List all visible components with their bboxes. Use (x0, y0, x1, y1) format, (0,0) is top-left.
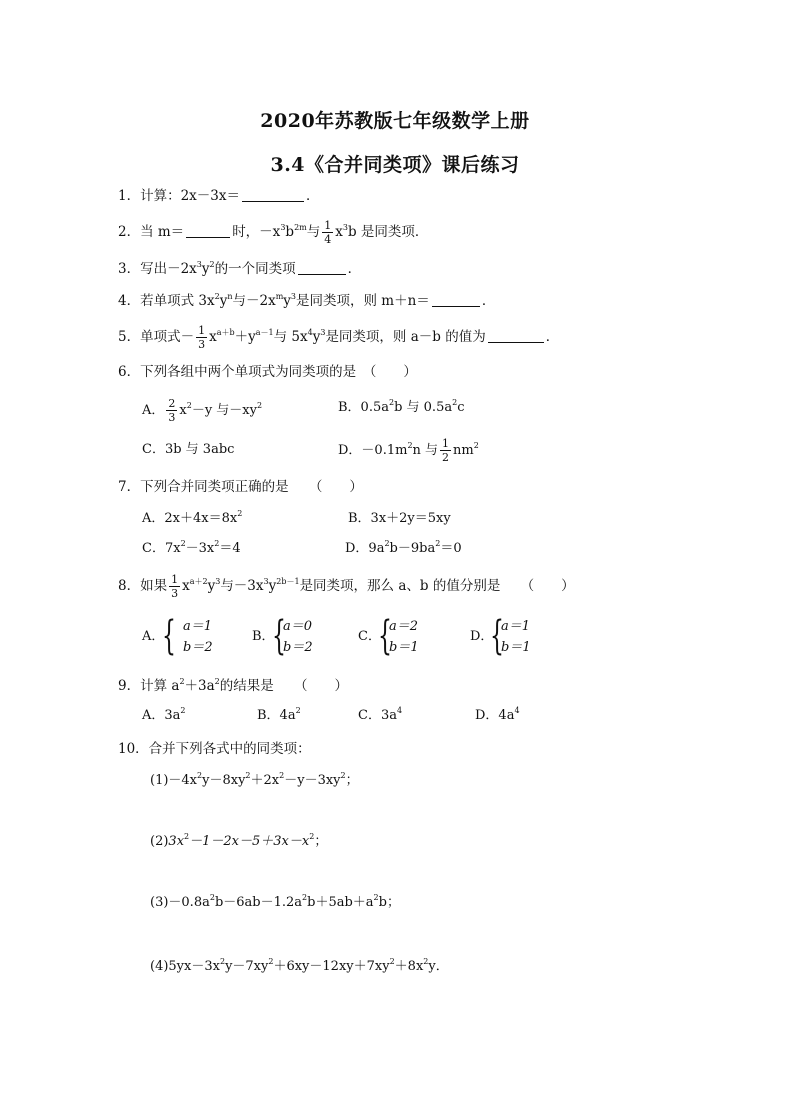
worksheet-subtitle: 3.4《合并同类项》课后练习 (270, 154, 520, 176)
q10-part-3: $(3)-0.8a^2b-6ab-1.2a^2b+5ab+a^2b$； (150, 893, 400, 910)
question-9-stem: 9．计算 $a^2+3a^2$的结果是 （ ） (118, 677, 349, 694)
brace: { (272, 613, 286, 659)
q7-option-d[interactable]: D．$9a^2b-9ba^2=0$ (345, 539, 462, 556)
question-10-stem: 10．合并下列各式中的同类项： (118, 741, 311, 757)
q7-option-a[interactable]: A．$2x+4x=8x^2$ (142, 509, 243, 526)
worksheet-page: 2020年苏教版七年级数学上册 3.4《合并同类项》课后练习 1．计算：2x－3x＝ ． 2．当 m＝ 时，$-x^3b^{2m}$与 $\frac{1}{4}$ $x^3b$ 是同类项． 3．写出$-2x^3y^2$的一个同类项 ． 4．若单项式 $3x^2y^n$与$-2x^my^3$是同类项，则 m＋n＝ ． 5．单项式－ $\frac{1}{3}$ $x^{a+b}+y^{a-1}$与 $5x^4y^3$是同类项，则 a－b 的值为 ． 6．下列各组中两个单项式为同类项的是 （ ） A． $\frac{2}{3}$ $x^2-y$ 与$-xy^2$ B．$0.5a^2b$ 与 $0.5a^2c$ C．3b 与 3abc D．$-0.1m^2n$ 与 $\frac{1}{2}$ $nm^2$ 7．下列合并同类项正确的是 （ ） A．$2x+4x=8x^2$ B．3x＋2y＝5xy C．$7x^2-3x^2=4$ D．$9a^2b-9ba^2=0$ 8．如果 $\frac{1}{3}$ $x^{a+2}y^3$与$-3x^3y^{2b-1}$是同类项，那么 a、b 的值分别是 （ ） A． { a＝1 b＝2 B． { a＝0 b＝2 C． { a＝2 b＝1 D． { a＝1 b＝1 9．计算 $a^2+3a^2$的结果是 （ ） A．$3a^2$ B．$4a^2$ C．$3a^4$ D．$4a^4$ 10．合并下列各式中的同类项： $(1)-4x^2y-8xy^2+2x^2-y-3xy^2$； $(2)3x^2-1-2x-5+3x-x^2$； $(3)-0.8a^2b-6ab-1.2a^2b+5ab+a^2b$； $(4)5yx-3x^2y-7xy^2+6xy-12xy+7xy^2+8x^2y$． (0, 0, 790, 1119)
q6-option-b[interactable]: B．$0.5a^2b$ 与 $0.5a^2c$ (338, 398, 465, 415)
brace: { (162, 613, 176, 659)
answer-blank[interactable] (186, 223, 230, 238)
question-2: 2．当 m＝ 时，$-x^3b^{2m}$与 $\frac{1}{4}$ $x^3b$ 是同类项． (118, 219, 429, 246)
q7-option-c[interactable]: C．$7x^2-3x^2=4$ (142, 539, 241, 556)
worksheet-title: 2020年苏教版七年级数学上册 (260, 110, 530, 132)
question-8-stem: 8．如果 $\frac{1}{3}$ $x^{a+2}y^3$与$-3x^3y^{2b-1}$是同类项，那么 a、b 的值分别是 （ ） (118, 573, 575, 600)
question-1: 1．计算：2x－3x＝ ． (118, 188, 320, 204)
fraction: $\frac{1}{4}$ (324, 219, 332, 246)
brace: { (490, 613, 504, 659)
q6-option-d[interactable]: D．$-0.1m^2n$ 与 $\frac{1}{2}$ $nm^2$ (338, 437, 479, 464)
question-5: 5．单项式－ $\frac{1}{3}$ $x^{a+b}+y^{a-1}$与 $5x^4y^3$是同类项，则 a－b 的值为 ． (118, 324, 560, 351)
question-4: 4．若单项式 $3x^2y^n$与$-2x^my^3$是同类项，则 m＋n＝ ． (118, 292, 496, 309)
q9-option-a[interactable]: A．$3a^2$ (142, 706, 186, 723)
q9-option-b[interactable]: B．$4a^2$ (257, 706, 301, 723)
question-3: 3．写出$-2x^3y^2$的一个同类项 ． (118, 260, 362, 277)
answer-blank[interactable] (432, 292, 480, 307)
answer-blank[interactable] (298, 260, 346, 275)
q10-part-1: $(1)-4x^2y-8xy^2+2x^2-y-3xy^2$； (150, 771, 359, 788)
q10-part-4: $(4)5yx-3x^2y-7xy^2+6xy-12xy+7xy^2+8x^2y$． (150, 957, 449, 974)
q10-part-2: $(2)3x^2-1-2x-5+3x-x^2$； (150, 832, 328, 849)
q6-option-a[interactable]: A． $\frac{2}{3}$ $x^2-y$ 与$-xy^2$ (142, 397, 263, 424)
q9-option-d[interactable]: D．$4a^4$ (475, 706, 520, 723)
q7-option-b[interactable]: B．3x＋2y＝5xy (348, 511, 451, 526)
q6-option-c[interactable]: C．3b 与 3abc (142, 442, 235, 457)
fraction: $\frac{1}{3}$ (198, 324, 206, 351)
question-7-stem: 7．下列合并同类项正确的是 （ ） (118, 479, 363, 495)
answer-blank[interactable] (242, 187, 304, 202)
question-6-stem: 6．下列各组中两个单项式为同类项的是 （ ） (118, 364, 417, 380)
brace: { (378, 613, 392, 659)
answer-blank[interactable] (488, 328, 544, 343)
q9-option-c[interactable]: C．$3a^4$ (358, 706, 403, 723)
